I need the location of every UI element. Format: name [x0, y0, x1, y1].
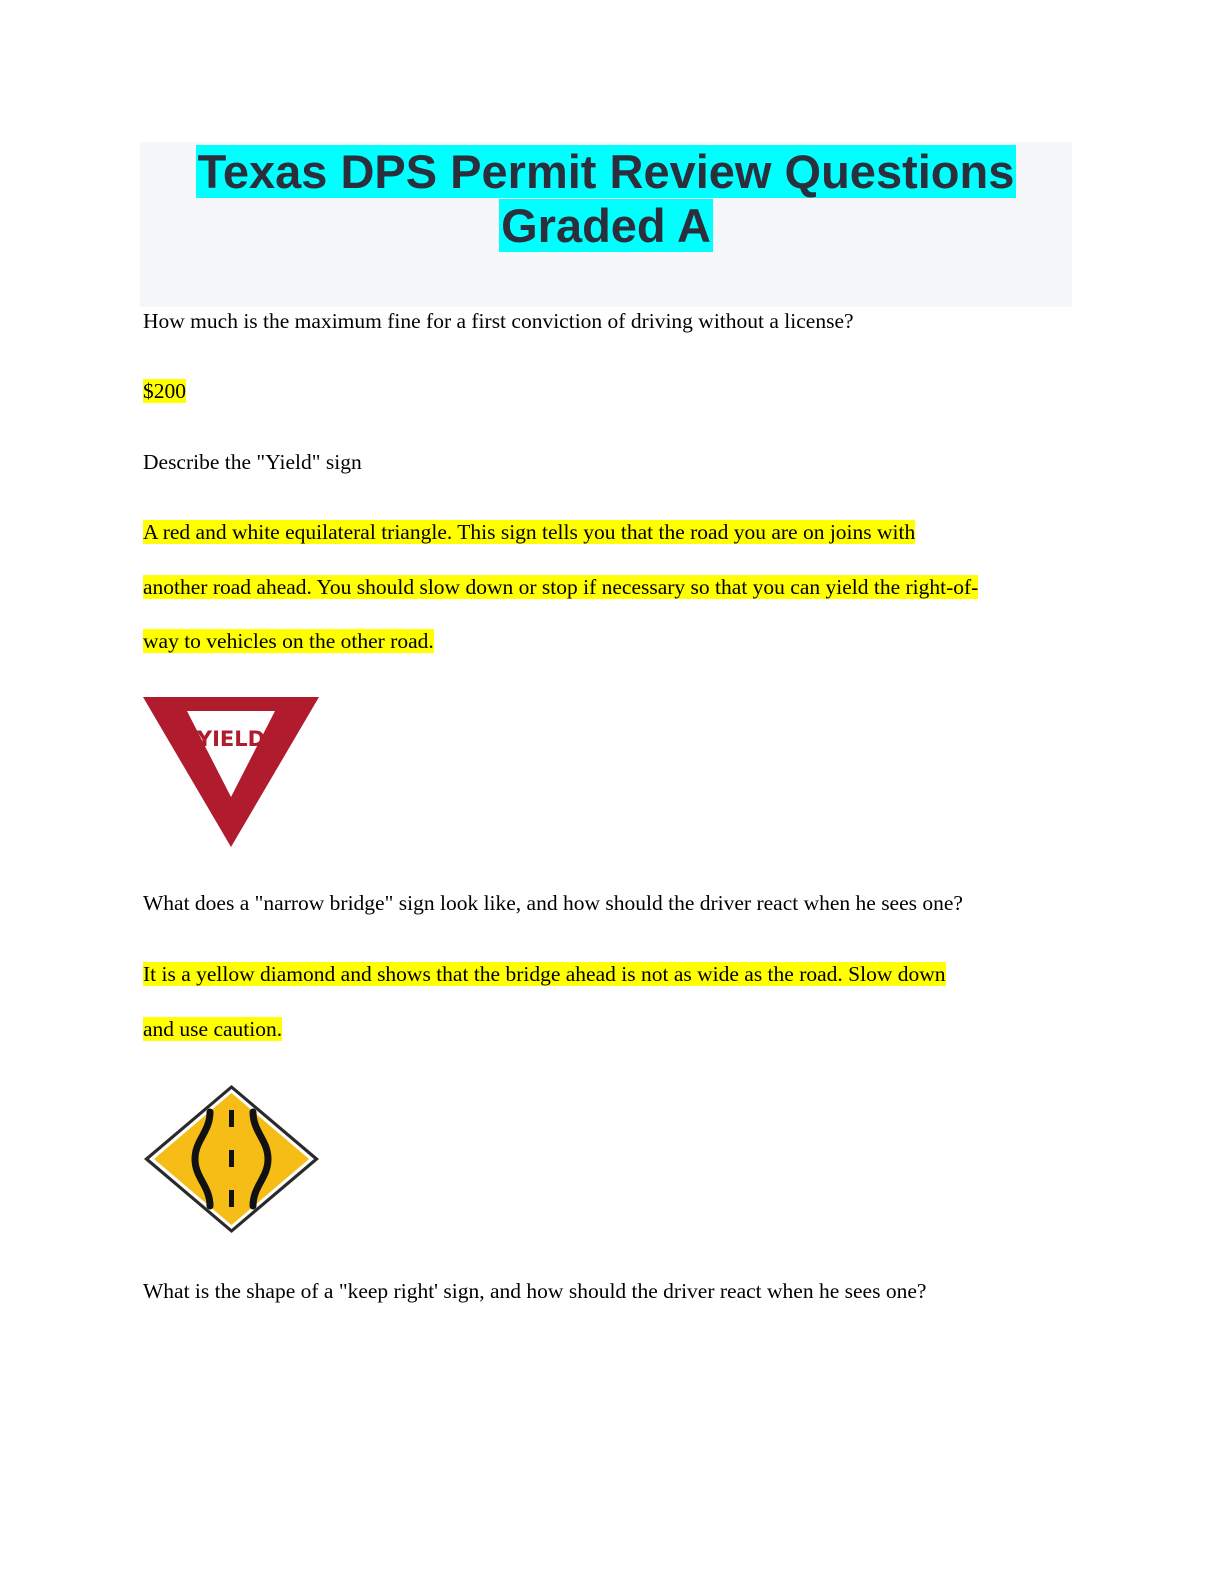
answer-3-line-2: and use caution.	[143, 1017, 283, 1041]
yield-sign-text: YIELD	[196, 727, 266, 751]
question-4: What is the shape of a "keep right' sign, and how should the driver react when he sees one?	[143, 1279, 927, 1303]
question-3: What does a "narrow bridge" sign look like, and how should the driver react when he sees one?	[143, 891, 963, 915]
answer-2-line-3: way to vehicles on the other road.	[143, 629, 434, 653]
title-line-2: Graded A	[501, 199, 711, 252]
narrow-bridge-sign-icon	[143, 1084, 320, 1234]
question-2: Describe the "Yield" sign	[143, 450, 362, 474]
title-line-1: Texas DPS Permit Review Questions	[197, 145, 1015, 198]
answer-2-line-2: another road ahead. You should slow down or stop if necessary so that you can yield the right-of-	[143, 575, 979, 599]
question-1: How much is the maximum fine for a first conviction of driving without a license?	[143, 309, 854, 333]
page-title	[140, 142, 1072, 253]
yield-sign-icon	[143, 697, 319, 847]
answer-1-line-1: $200	[143, 379, 186, 403]
answer-2-line-1: A red and white equilateral triangle. This sign tells you that the road you are on joins with	[143, 520, 916, 544]
title-box	[140, 142, 1072, 307]
answer-3-line-1: It is a yellow diamond and shows that the bridge ahead is not as wide as the road. Slow down	[143, 962, 946, 986]
